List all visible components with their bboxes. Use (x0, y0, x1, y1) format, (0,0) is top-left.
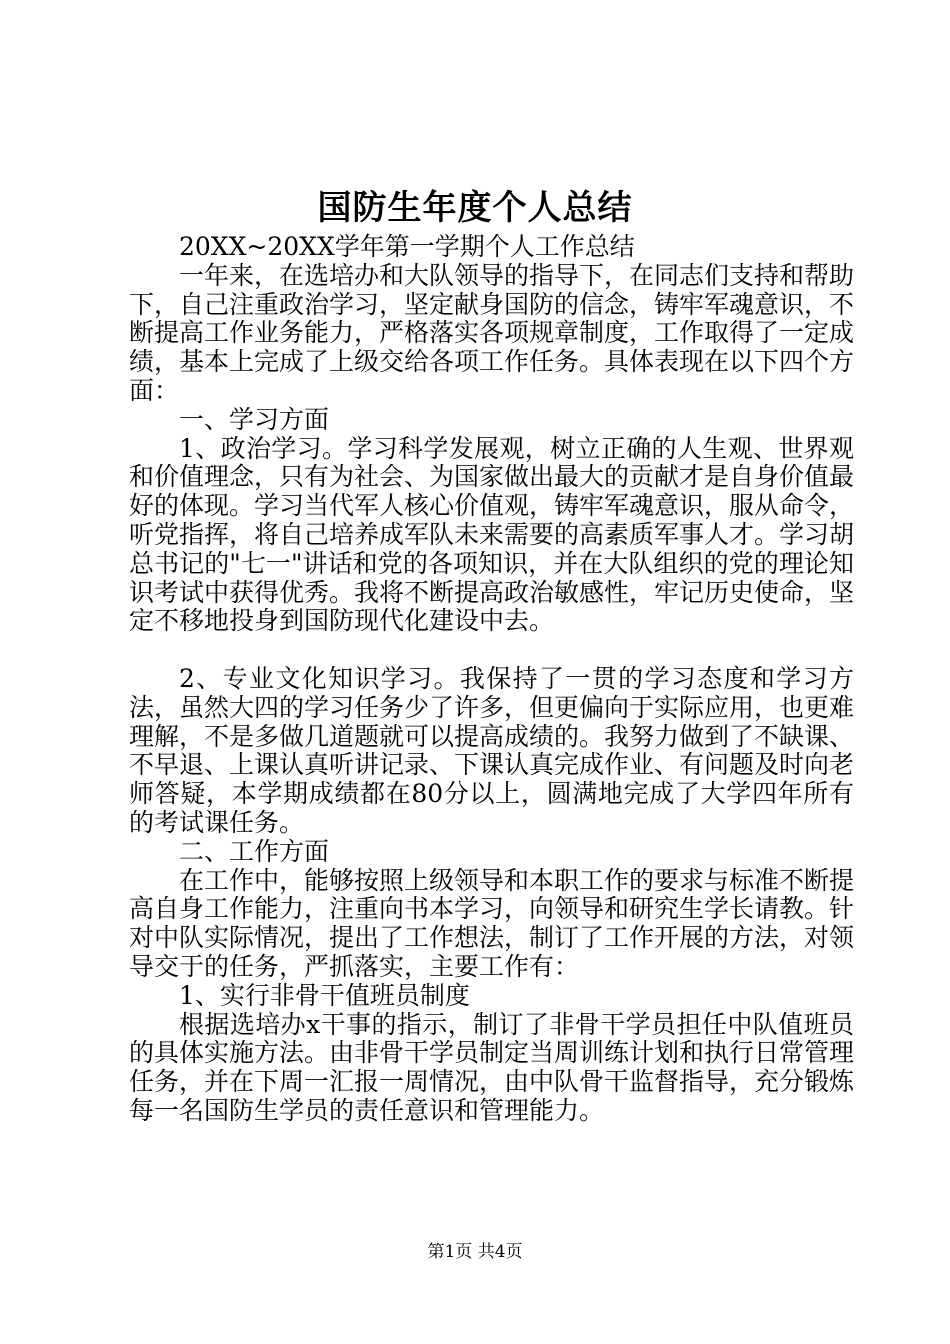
blank-line (129, 636, 854, 665)
section-heading-study: 一、学习方面 (179, 404, 330, 434)
duty-system-paragraph: 根据选培办x干事的指示，制订了非骨干学员担任中队值班员的具体实施方法。由非骨干学员制定当周训练计划和执行日常管理任务，并在下周一汇报一周情况，由中队骨干监督指导，充分锻炼每一名国防生学员的责任意识和管理能力。 (129, 1009, 855, 1125)
document-title: 国防生年度个人总结 (317, 188, 633, 228)
page-footer: 第1页 共4页 (427, 1242, 523, 1262)
intro-paragraph: 一年来，在选培办和大队领导的指导下，在同志们支持和帮助下，自己注重政治学习，坚定献身国防的信念，铸牢军魂意识，不断提高工作业务能力，严格落实各项规章制度，工作取得了一定成绩，基本上完成了上级交给各项工作任务。具体表现在以下四个方面： (129, 260, 855, 405)
political-study-paragraph: 1、政治学习。学习科学发展观，树立正确的人生观、世界观和价值理念，只有为社会、为国家做出最大的贡献才是自身价值最好的体现。学习当代军人核心价值观，铸牢军魂意识，服从命令，听党指挥，将自己培养成军队未来需要的高素质军事人才。学习胡总书记的"七一"讲话和党的各项知识，并在大队组织的党的理论知识考试中获得优秀。我将不断提高政治敏感性，牢记历史使命，坚定不移地投身到国防现代化建设中去。 (129, 433, 855, 636)
professional-study-paragraph: 2、专业文化知识学习。我保持了一贯的学习态度和学习方法，虽然大四的学习任务少了许多，但更偏向于实际应用，也更难理解，不是多做几道题就可以提高成绩的。我努力做到了不缺课、不早退、上课认真听讲记录、下课认真完成作业、有问题及时向老师答疑，本学期成绩都在80分以上，圆满地完成了大学四年所有的考试课任务。 (129, 663, 855, 837)
section-heading-work: 二、工作方面 (179, 836, 330, 866)
work-intro-paragraph: 在工作中，能够按照上级领导和本职工作的要求与标准不断提高自身工作能力，注重向书本学习，向领导和研究生学长请教。针对中队实际情况，提出了工作想法，制订了工作开展的方法，对领导交于的任务，严抓落实，主要工作有： (129, 865, 855, 981)
subtitle-paragraph: 20XX~20XX学年第一学期个人工作总结 (179, 232, 635, 261)
document-body (129, 233, 854, 1126)
subheading-duty-system: 1、实行非骨干值班员制度 (179, 980, 470, 1010)
